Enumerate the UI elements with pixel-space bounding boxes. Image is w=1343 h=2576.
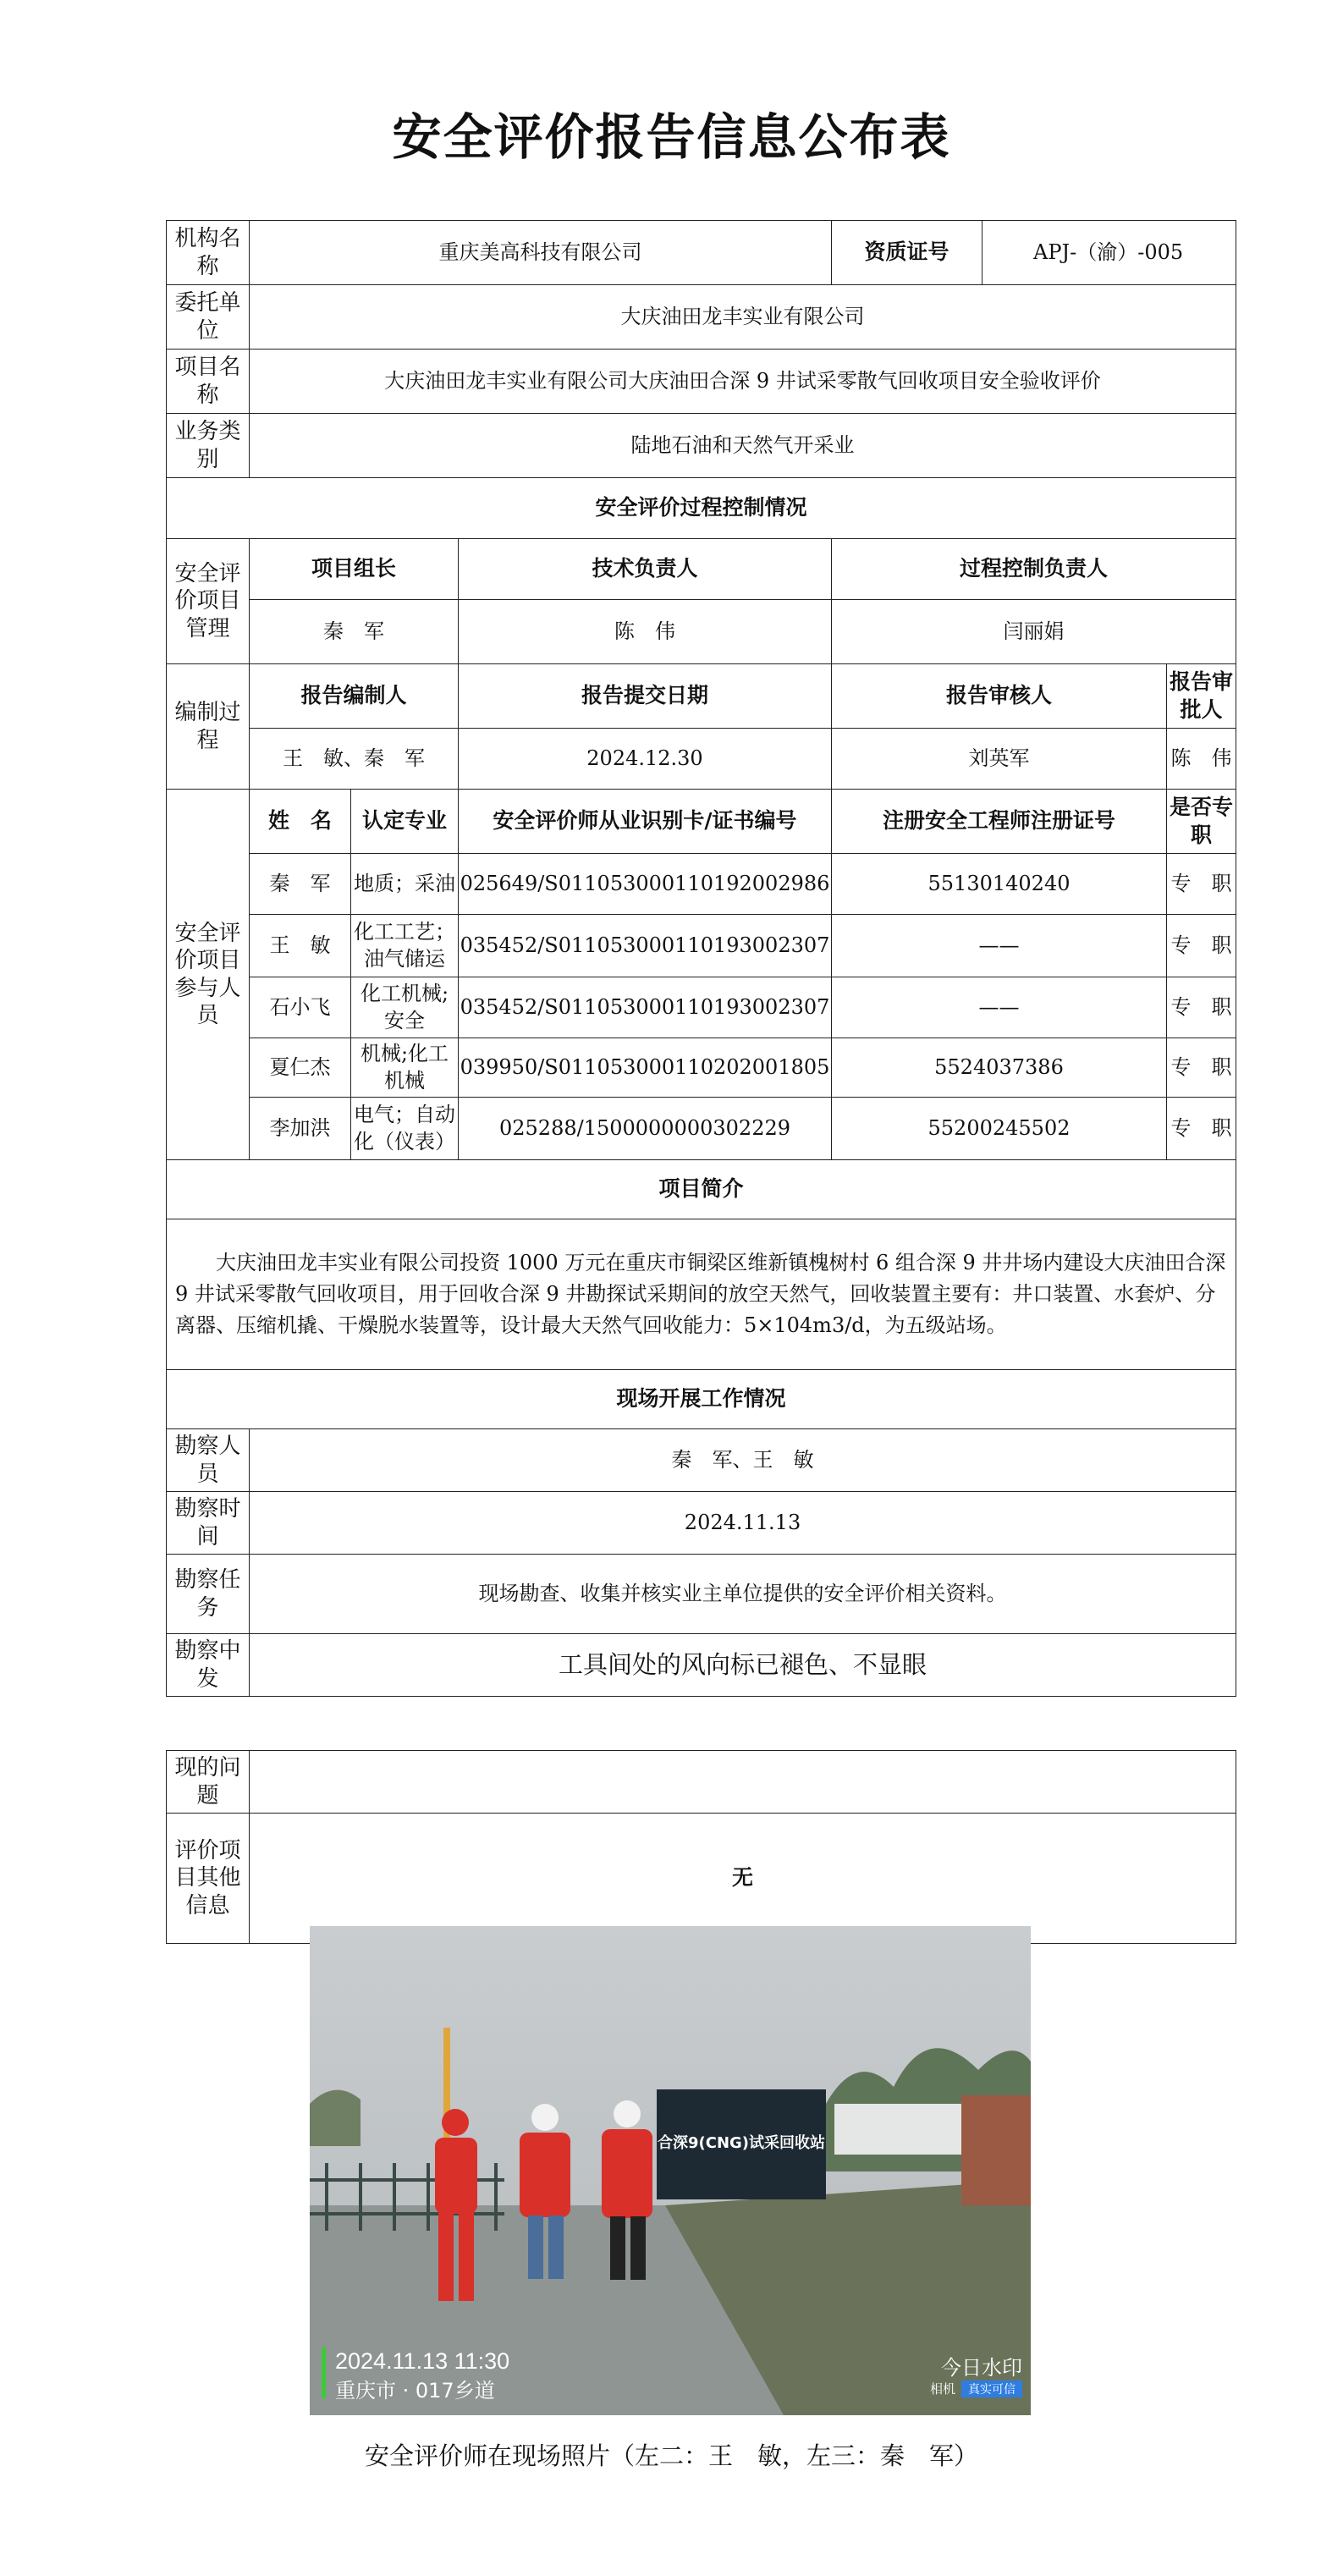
staff-reg: ——	[832, 977, 1167, 1038]
staff-header: 姓 名	[250, 790, 351, 854]
staff-name: 李加洪	[250, 1098, 351, 1160]
staff-header: 注册安全工程师注册证号	[832, 790, 1167, 854]
project-label: 项目名称	[167, 350, 250, 414]
staff-cert: 025649/S011053000110192002986	[459, 854, 832, 915]
staff-cert: 025288/1500000000302229	[459, 1098, 832, 1160]
process-section-title: 安全评价过程控制情况	[167, 478, 1236, 539]
prep-header: 报告审批人	[1167, 664, 1236, 729]
cert-label: 资质证号	[832, 221, 982, 285]
staff-label: 安全评价项目参与人员	[167, 790, 250, 1160]
staff-major: 地质；采油	[351, 854, 459, 915]
mgmt-value: 陈 伟	[459, 600, 832, 664]
table-row	[167, 854, 1236, 915]
problem-value	[250, 1751, 1236, 1814]
site-photo-illustration	[310, 1926, 1031, 2415]
watermark-sub: 相机	[929, 2381, 955, 2397]
watermark-badge: 真实可信	[968, 2383, 1016, 2397]
staff-header: 是否专职	[1167, 790, 1236, 854]
mgmt-header: 技术负责人	[459, 539, 832, 600]
photo-datetime: 2024.11.13 11:30	[335, 2348, 510, 2374]
problem-label: 现的问题	[167, 1751, 250, 1814]
photo-caption: 安全评价师在现场照片（左二：王 敏，左三：秦 军）	[364, 2441, 978, 2470]
staff-reg: 5524037386	[832, 1038, 1167, 1098]
intro-text: 大庆油田龙丰实业有限公司投资 1000 万元在重庆市铜梁区维新镇槐树村 6 组合深 9 井井场内建设大庆油田合深 9 井试采零散气回收项目，用于回收合深 9 井勘探试采期间的放空天然气，回收装置主要有：井口装置、水套炉、分离器、压缩机撬、干燥脱水装置等，设计最大天然气回收能力：5×104m3/d，为五级站场。	[167, 1219, 1236, 1370]
staff-header: 认定专业	[351, 790, 459, 854]
org-label: 机构名称	[167, 221, 250, 285]
watermark-logo: 今日水印	[941, 2356, 1022, 2380]
prep-header: 报告审核人	[832, 664, 1167, 729]
table-row	[167, 977, 1236, 1038]
cert-number: APJ-（渝）-005	[982, 221, 1236, 285]
mgmt-value: 闫丽娟	[832, 600, 1236, 664]
info-table	[166, 220, 1236, 1697]
staff-cert: 039950/S011053000110202001805	[459, 1038, 832, 1098]
mgmt-value: 秦 军	[250, 600, 459, 664]
staff-cert: 035452/S011053000110193002307	[459, 977, 832, 1038]
other-info-value: 无	[250, 1814, 1236, 1944]
site-task-value: 现场勘查、收集并核实业主单位提供的安全评价相关资料。	[250, 1555, 1236, 1634]
prep-value: 2024.12.30	[459, 729, 832, 790]
mgmt-header: 项目组长	[250, 539, 459, 600]
mgmt-header: 过程控制负责人	[832, 539, 1236, 600]
prep-header: 报告编制人	[250, 664, 459, 729]
other-info-label: 评价项目其他信息	[167, 1814, 250, 1944]
staff-header: 安全评价师从业识别卡/证书编号	[459, 790, 832, 854]
prep-header: 报告提交日期	[459, 664, 832, 729]
staff-name: 王 敏	[250, 915, 351, 977]
staff-major: 化工工艺；油气储运	[351, 915, 459, 977]
org-name: 重庆美高科技有限公司	[250, 221, 832, 285]
staff-fulltime: 专 职	[1167, 915, 1236, 977]
staff-reg: 55130140240	[832, 854, 1167, 915]
staff-name: 秦 军	[250, 854, 351, 915]
staff-fulltime: 专 职	[1167, 854, 1236, 915]
staff-name: 石小飞	[250, 977, 351, 1038]
prep-label: 编制过程	[167, 664, 250, 790]
site-task-label: 勘察任务	[167, 1555, 250, 1634]
staff-cert: 035452/S011053000110193002307	[459, 915, 832, 977]
site-photo	[310, 1926, 1031, 2415]
staff-fulltime: 专 职	[1167, 1038, 1236, 1098]
site-issue-value: 工具间处的风向标已褪色、不显眼	[250, 1634, 1236, 1697]
staff-major: 机械;化工机械	[351, 1038, 459, 1098]
staff-reg: 55200245502	[832, 1098, 1167, 1160]
site-issue-label: 勘察中发	[167, 1634, 250, 1697]
site-staff-label: 勘察人员	[167, 1429, 250, 1492]
intro-section-title: 项目简介	[167, 1160, 1236, 1219]
site-staff-value: 秦 军、王 敏	[250, 1429, 1236, 1492]
station-sign-text: 合深9(CNG)试采回收站	[657, 2134, 826, 2152]
extra-table	[166, 1750, 1236, 1944]
client-value: 大庆油田龙丰实业有限公司	[250, 285, 1236, 350]
staff-name: 夏仁杰	[250, 1038, 351, 1098]
photo-location: 重庆市 · 017乡道	[335, 2379, 495, 2403]
table-row	[167, 1098, 1236, 1160]
client-label: 委托单位	[167, 285, 250, 350]
staff-major: 化工机械;安全	[351, 977, 459, 1038]
staff-reg: ——	[832, 915, 1167, 977]
table-row	[167, 915, 1236, 977]
business-value: 陆地石油和天然气开采业	[250, 414, 1236, 478]
site-section-title: 现场开展工作情况	[167, 1370, 1236, 1429]
page-title: 安全评价报告信息公布表	[392, 108, 951, 166]
business-label: 业务类别	[167, 414, 250, 478]
staff-fulltime: 专 职	[1167, 977, 1236, 1038]
prep-value: 陈 伟	[1167, 729, 1236, 790]
mgmt-label: 安全评价项目管理	[167, 539, 250, 664]
staff-major: 电气；自动化（仪表）	[351, 1098, 459, 1160]
prep-value: 刘英军	[832, 729, 1167, 790]
prep-value: 王 敏、秦 军	[250, 729, 459, 790]
staff-fulltime: 专 职	[1167, 1098, 1236, 1160]
table-row	[167, 1038, 1236, 1098]
site-time-label: 勘察时间	[167, 1492, 250, 1555]
site-time-value: 2024.11.13	[250, 1492, 1236, 1555]
project-value: 大庆油田龙丰实业有限公司大庆油田合深 9 井试采零散气回收项目安全验收评价	[250, 350, 1236, 414]
